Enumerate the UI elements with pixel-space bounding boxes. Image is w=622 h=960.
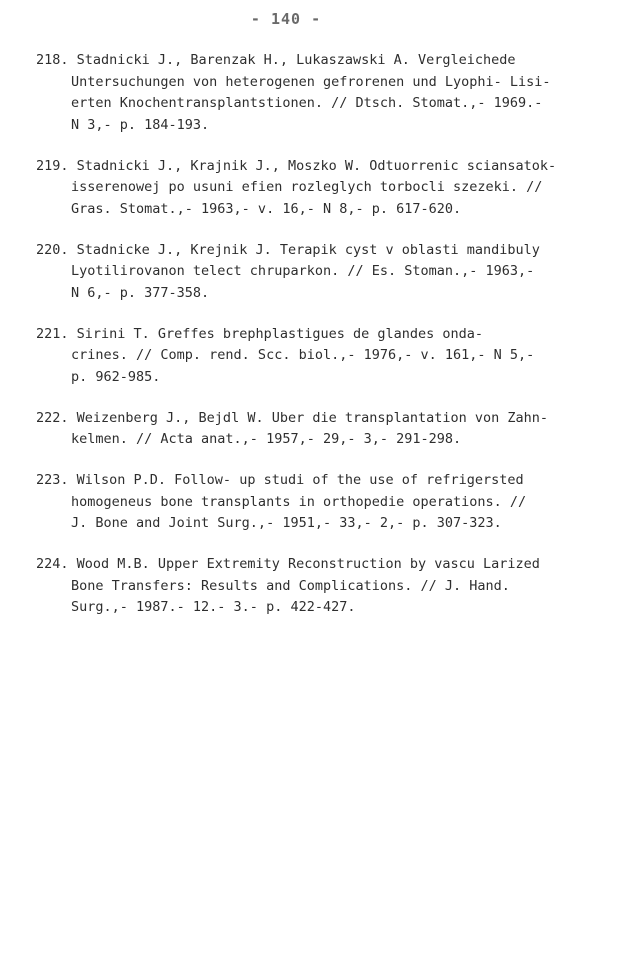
reference-line: 219. Stadnicki J., Krajnik J., Moszko W. Odtuorrenic sciansatok- <box>36 157 557 174</box>
reference-line: crines. // Comp. rend. Scc. biol.,- 1976,- v. 161,- N 5,- <box>71 347 535 363</box>
reference-line: J. Bone and Joint Surg.,- 1951,- 33,- 2,- p. 307-323. <box>71 515 502 531</box>
reference-line: isserenowej po usuni efien rozleglych torbocli szezeki. // <box>71 179 543 195</box>
reference-line: Lyotilirovanon telect chruparkon. // Es. Stoman.,- 1963,- <box>71 263 535 279</box>
reference-line: erten Knochentransplantstionen. // Dtsch. Stomat.,- 1969.- <box>71 95 543 111</box>
reference-line: Gras. Stomat.,- 1963,- v. 16,- N 8,- p. 617-620. <box>71 200 462 217</box>
reference-entry-219 <box>36 156 596 221</box>
page-number: - 140 - <box>250 10 322 28</box>
reference-line: 222. Weizenberg J., Bejdl W. Uber die transplantation von Zahn- <box>36 409 549 426</box>
reference-entry-223 <box>36 470 596 535</box>
reference-line: 221. Sirini T. Greffes brephplastigues de glandes onda- <box>36 325 484 342</box>
reference-line: Bone Transfers: Results and Complications. // J. Hand. <box>71 577 510 594</box>
reference-line: 220. Stadnicke J., Krejnik J. Terapik cyst v oblasti mandibuly <box>36 241 540 258</box>
reference-entry-224 <box>36 554 596 619</box>
reference-line: N 3,- p. 184-193. <box>71 116 210 133</box>
reference-line: Surg.,- 1987.- 12.- 3.- p. 422-427. <box>71 599 356 615</box>
reference-entry-221 <box>36 324 596 389</box>
reference-line: 223. Wilson P.D. Follow- up studi of the use of refrigersted <box>36 472 524 488</box>
reference-entry-218 <box>36 50 596 136</box>
reference-list <box>36 50 596 638</box>
reference-line: 218. Stadnicki J., Barenzak H., Lukaszawski A. Vergleichede <box>36 52 516 68</box>
reference-line: homogeneus bone transplants in orthopedie operations. // <box>71 493 527 510</box>
reference-entry-220 <box>36 240 596 305</box>
reference-entry-222 <box>36 408 596 451</box>
reference-line: kelmen. // Acta anat.,- 1957,- 29,- 3,- 291-298. <box>71 431 462 447</box>
reference-line: Untersuchungen von heterogenen gefrorenen und Lyophi- Lisi- <box>71 73 551 90</box>
reference-line: 224. Wood M.B. Upper Extremity Reconstruction by vascu Larized <box>36 556 540 572</box>
reference-line: p. 962-985. <box>71 368 161 385</box>
reference-line: N 6,- p. 377-358. <box>71 284 210 301</box>
